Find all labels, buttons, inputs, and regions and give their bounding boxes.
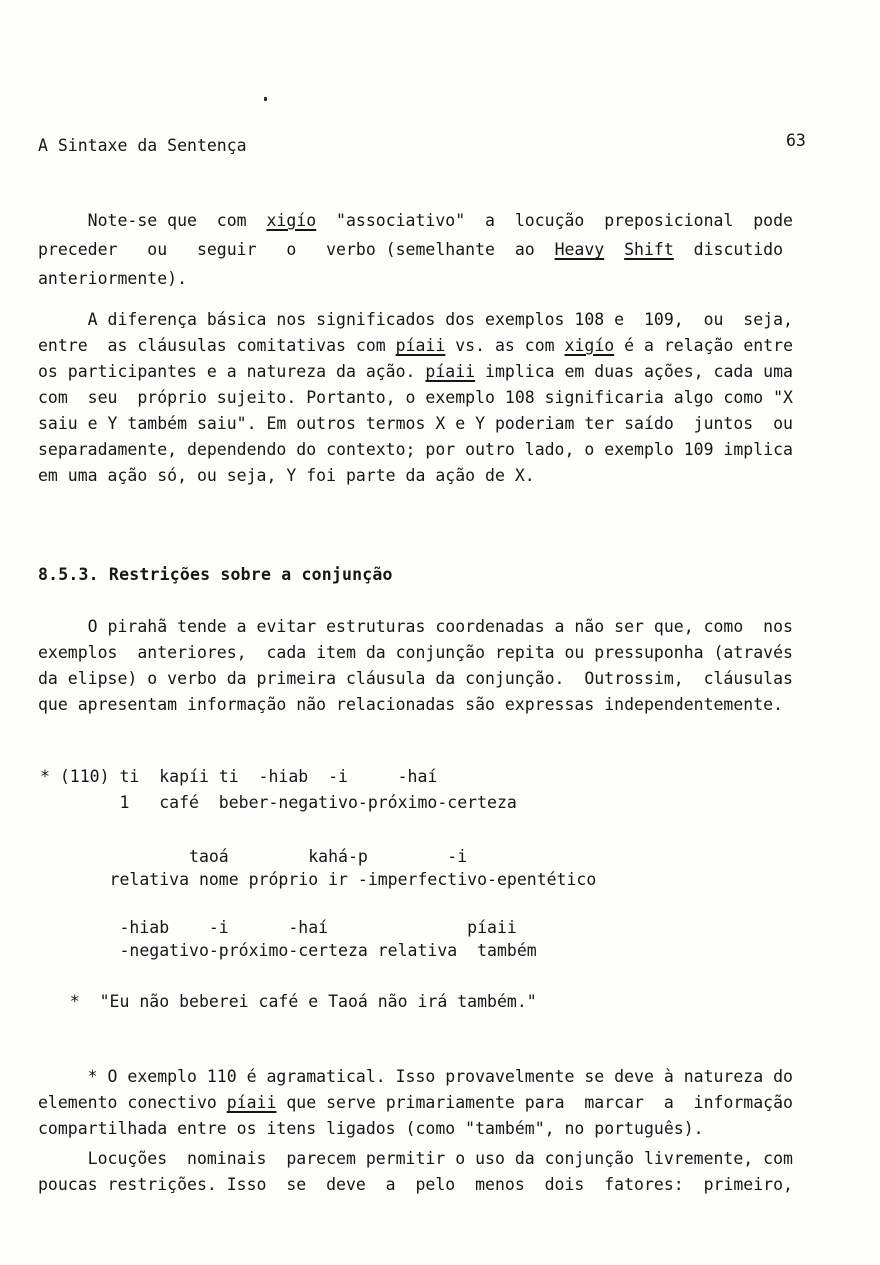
- underlined-term: Heavy: [554, 240, 605, 259]
- underlined-term: píaii: [425, 362, 476, 381]
- section-heading: 8.5.3. Restrições sobre a conjunção: [38, 565, 393, 584]
- text-run: os participantes e a natureza da ação.: [38, 362, 426, 381]
- text-line: [40, 939, 537, 962]
- text-run: anteriormente).: [38, 269, 188, 288]
- text-run: A diferença básica nos significados dos exemplos 108 e 109, ou seja,: [38, 310, 793, 329]
- underlined-term: píaii: [226, 1093, 277, 1112]
- text-line: [38, 1116, 793, 1142]
- text-run: com seu próprio sujeito. Portanto, o exemplo 108 significaria algo como "X: [38, 388, 793, 407]
- text-run: saiu e Y também saiu". Em outros termos X e Y poderiam ter saído juntos ou: [38, 414, 793, 433]
- text-run: é a relação entre: [614, 336, 793, 355]
- text-line: [38, 206, 793, 235]
- running-header-title: A Sintaxe da Sentença: [38, 136, 247, 155]
- text-run: 1 café beber-negativo-próximo-certeza: [40, 793, 517, 812]
- paragraph-piraha-coordination: [38, 614, 793, 718]
- text-line: [38, 614, 793, 640]
- text-run: Note-se que com: [38, 211, 267, 230]
- text-line: [38, 333, 793, 359]
- text-line: [40, 845, 596, 868]
- text-line: [38, 1146, 793, 1172]
- text-line: [38, 411, 793, 437]
- text-run: -hiab -i -haí píaii: [40, 918, 517, 937]
- scan-speck: [264, 97, 267, 101]
- text-run: entre as cláusulas comitativas com: [38, 336, 396, 355]
- underlined-term: xigío: [266, 211, 317, 230]
- text-run: que apresentam informação não relacionadas são expressas independentemente.: [38, 695, 784, 714]
- example-110-gloss-1: [40, 764, 517, 816]
- text-run: vs. as com: [445, 336, 565, 355]
- example-110-translation: * "Eu não beberei café e Taoá não irá também.": [40, 992, 537, 1011]
- text-run: [604, 240, 624, 259]
- paragraph-nominal-locutions: [38, 1146, 793, 1198]
- text-line: [38, 692, 793, 718]
- text-run: elemento conectivo: [38, 1093, 227, 1112]
- text-line: [38, 307, 793, 333]
- text-run: em uma ação só, ou seja, Y foi parte da ação de X.: [38, 466, 535, 485]
- text-run: Locuções nominais parecem permitir o uso da conjunção livremente, com: [38, 1149, 793, 1168]
- text-line: [38, 1064, 793, 1090]
- example-110-gloss-2: [40, 845, 596, 891]
- text-run: separadamente, dependendo do contexto; por outro lado, o exemplo 109 implica: [38, 440, 793, 459]
- text-run: relativa nome próprio ir -imperfectivo-epentético: [40, 870, 597, 889]
- page-number: 63: [786, 131, 806, 150]
- text-line: [38, 640, 793, 666]
- text-line: [40, 868, 596, 891]
- text-run: implica em duas ações, cada uma: [475, 362, 793, 381]
- text-run: -negativo-próximo-certeza relativa também: [40, 941, 537, 960]
- text-line: [38, 666, 793, 692]
- text-run: poucas restrições. Isso se deve a pelo menos dois fatores: primeiro,: [38, 1175, 793, 1194]
- text-line: [40, 764, 517, 790]
- text-run: preceder ou seguir o verbo (semelhante ao: [38, 240, 555, 259]
- text-run: "associativo" a locução preposicional pode: [316, 211, 793, 230]
- text-line: [38, 385, 793, 411]
- text-line: [38, 1090, 793, 1116]
- text-line: [38, 359, 793, 385]
- text-run: que serve primariamente para marcar a informação: [276, 1093, 793, 1112]
- text-run: da elipse) o verbo da primeira cláusula da conjunção. Outrossim, cláusulas: [38, 669, 793, 688]
- paragraph-note-xigio: [38, 206, 793, 293]
- text-line: [38, 264, 793, 293]
- text-run: exemplos anteriores, cada item da conjunção repita ou pressuponha (através: [38, 643, 793, 662]
- example-110-gloss-3: [40, 916, 537, 962]
- text-run: * O exemplo 110 é agramatical. Isso provavelmente se deve à natureza do: [38, 1067, 793, 1086]
- paragraph-agramatical-note: [38, 1064, 793, 1142]
- text-line: [40, 790, 517, 816]
- text-line: [38, 1172, 793, 1198]
- text-run: taoá kahá-p -i: [40, 847, 468, 866]
- underlined-term: xigío: [564, 336, 615, 355]
- underlined-term: Shift: [624, 240, 674, 259]
- text-line: [38, 235, 793, 264]
- text-line: [38, 463, 793, 489]
- text-run: O pirahã tende a evitar estruturas coordenadas a não ser que, como nos: [38, 617, 793, 636]
- text-run: discutido: [673, 240, 784, 259]
- text-run: * (110) ti kapíi ti -hiab -i -haí: [40, 767, 438, 786]
- text-run: compartilhada entre os itens ligados (como "também", no português).: [38, 1119, 704, 1138]
- text-line: [38, 437, 793, 463]
- text-line: [40, 916, 537, 939]
- paragraph-difference-108-109: [38, 307, 793, 489]
- underlined-term: píaii: [395, 336, 446, 355]
